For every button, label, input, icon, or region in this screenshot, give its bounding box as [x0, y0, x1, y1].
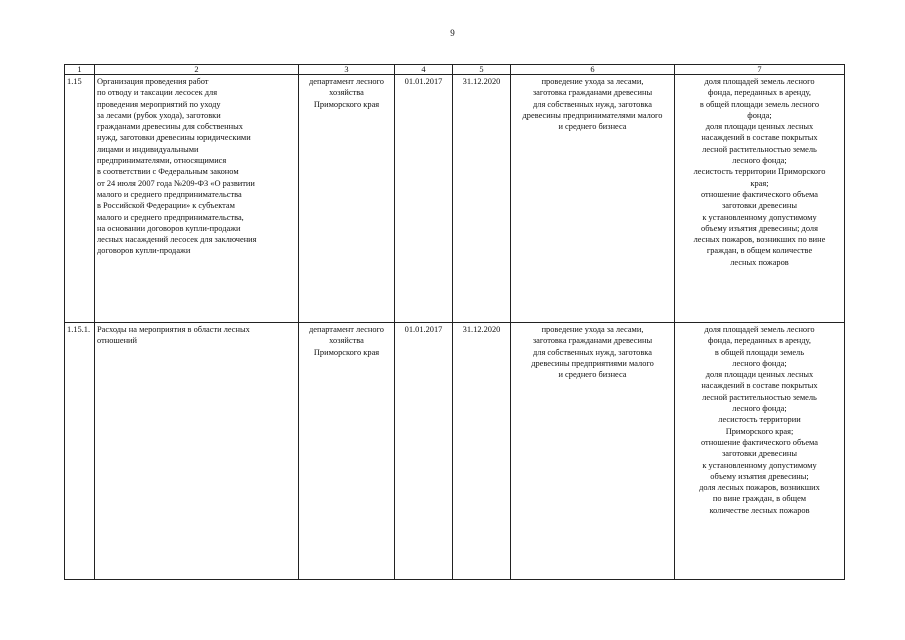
text-line: малого и среднего предпринимательства	[97, 189, 242, 199]
text-line: департамент лесного	[309, 77, 384, 86]
text-line: лицами и индивидуальными	[97, 144, 199, 154]
program-table	[64, 64, 845, 580]
text-line: по отводу и таксации лесосек для	[97, 88, 218, 98]
text-line: за лесами (рубок ухода), заготовки	[97, 110, 221, 120]
text-line: лесного фонда;	[732, 404, 787, 414]
text-line: департамент лесного	[309, 325, 384, 334]
text-line: доля площадей земель лесного	[704, 77, 815, 86]
text-line: объему изъятия древесины; доля	[701, 223, 818, 233]
indicators	[675, 75, 845, 323]
row-number: 1.15.1.	[65, 323, 95, 580]
text-line: для собственных нужд, заготовка	[533, 99, 652, 109]
text-line: фонда, переданных в аренду,	[708, 336, 811, 346]
text-line: фонда;	[747, 110, 772, 120]
text-line: гражданами древесины для собственных	[97, 122, 243, 132]
text-line: в общей площади земель	[714, 347, 805, 357]
text-line: граждан, в общем количестве	[706, 246, 813, 256]
table-row	[65, 323, 845, 580]
text-line: нужд, заготовки древесины юридическими	[97, 133, 251, 143]
column-header: 6	[511, 65, 675, 75]
measure-name	[95, 323, 299, 580]
text-line: заготовки древесины	[722, 449, 797, 459]
text-line: лесистость территории Приморского	[693, 167, 826, 177]
column-header: 2	[95, 65, 299, 75]
text-line: объему изъятия древесины;	[710, 471, 809, 481]
text-line: в соответствии с Федеральным законом	[97, 167, 239, 177]
executor	[299, 323, 395, 580]
text-line: заготовки древесины	[722, 201, 797, 211]
column-header: 3	[299, 65, 395, 75]
text-line: по вине граждан, в общем	[712, 494, 807, 504]
text-line: лесных пожаров, возникших по вине	[693, 235, 826, 245]
text-line: лесных насаждений лесосек для заключения	[97, 235, 257, 245]
text-line: хозяйства	[329, 88, 364, 98]
end-date: 31.12.2020	[453, 75, 511, 323]
text-line: и среднего бизнеса	[558, 370, 627, 380]
text-line: Приморского края	[313, 347, 380, 357]
text-line: Организация проведения работ	[97, 77, 209, 86]
text-line: доля лесных пожаров, возникших	[699, 483, 820, 493]
text-line: доля площади ценных лесных	[705, 370, 814, 380]
text-line: заготовка гражданами древесины	[532, 336, 653, 346]
text-line: лесистость территории	[718, 415, 801, 425]
text-line: Приморского края	[313, 99, 380, 109]
text-line: проведение ухода за лесами,	[541, 77, 644, 86]
text-line: для собственных нужд, заготовка	[533, 347, 652, 357]
page-number: 9	[450, 28, 455, 38]
text-line: на основании договоров купли-продажи	[97, 223, 241, 233]
text-line: проведение ухода за лесами,	[541, 325, 644, 334]
text-line: лесного фонда;	[732, 156, 787, 166]
text-line: насаждений в составе покрытых	[701, 381, 818, 391]
text-line: доля площади ценных лесных	[705, 122, 814, 132]
text-line: насаждений в составе покрытых	[701, 133, 818, 143]
text-line: лесной растительностью земель	[702, 144, 817, 154]
text-line: отношений	[97, 336, 138, 346]
text-line: хозяйства	[329, 336, 364, 346]
text-line: к установленному допустимому	[702, 212, 817, 222]
indicators	[675, 323, 845, 580]
column-header: 7	[675, 65, 845, 75]
table-row	[65, 75, 845, 323]
end-date: 31.12.2020	[453, 323, 511, 580]
column-header: 5	[453, 65, 511, 75]
text-line: малого и среднего предпринимательства,	[97, 212, 244, 222]
text-line: края;	[750, 178, 769, 188]
text-line: лесной растительностью земель	[702, 392, 817, 402]
start-date: 01.01.2017	[395, 323, 453, 580]
column-header: 1	[65, 65, 95, 75]
text-line: отношение фактического объема	[700, 189, 819, 199]
executor	[299, 75, 395, 323]
column-header: 4	[395, 65, 453, 75]
text-line: от 24 июля 2007 года №209-ФЗ «О развитии	[97, 178, 255, 188]
text-line: лесного фонда;	[732, 358, 787, 368]
text-line: предпринимателями, относящимися	[97, 156, 227, 166]
expected-result	[511, 75, 675, 323]
text-line: в общей площади земель лесного	[699, 99, 820, 109]
text-line: в Российской Федерации» к субъектам	[97, 201, 235, 211]
measure-name	[95, 75, 299, 323]
text-line: к установленному допустимому	[702, 460, 817, 470]
text-line: заготовка гражданами древесины	[532, 88, 653, 98]
text-line: фонда, переданных в аренду,	[708, 88, 811, 98]
column-numbers-row	[65, 65, 845, 75]
text-line: проведения мероприятий по уходу	[97, 99, 221, 109]
text-line: лесных пожаров	[730, 257, 789, 267]
expected-result	[511, 323, 675, 580]
text-line: отношение фактического объема	[700, 437, 819, 447]
text-line: Приморского края;	[725, 426, 794, 436]
text-line: Расходы на мероприятия в области лесных	[97, 325, 250, 334]
text-line: договоров купли-продажи	[97, 246, 191, 256]
text-line: количестве лесных пожаров	[709, 505, 810, 515]
text-line: доля площадей земель лесного	[704, 325, 815, 334]
text-line: древесины предприятиями малого	[531, 358, 654, 368]
row-number: 1.15	[65, 75, 95, 323]
start-date: 01.01.2017	[395, 75, 453, 323]
text-line: древесины предпринимателями малого	[522, 110, 663, 120]
text-line: и среднего бизнеса	[558, 122, 627, 132]
